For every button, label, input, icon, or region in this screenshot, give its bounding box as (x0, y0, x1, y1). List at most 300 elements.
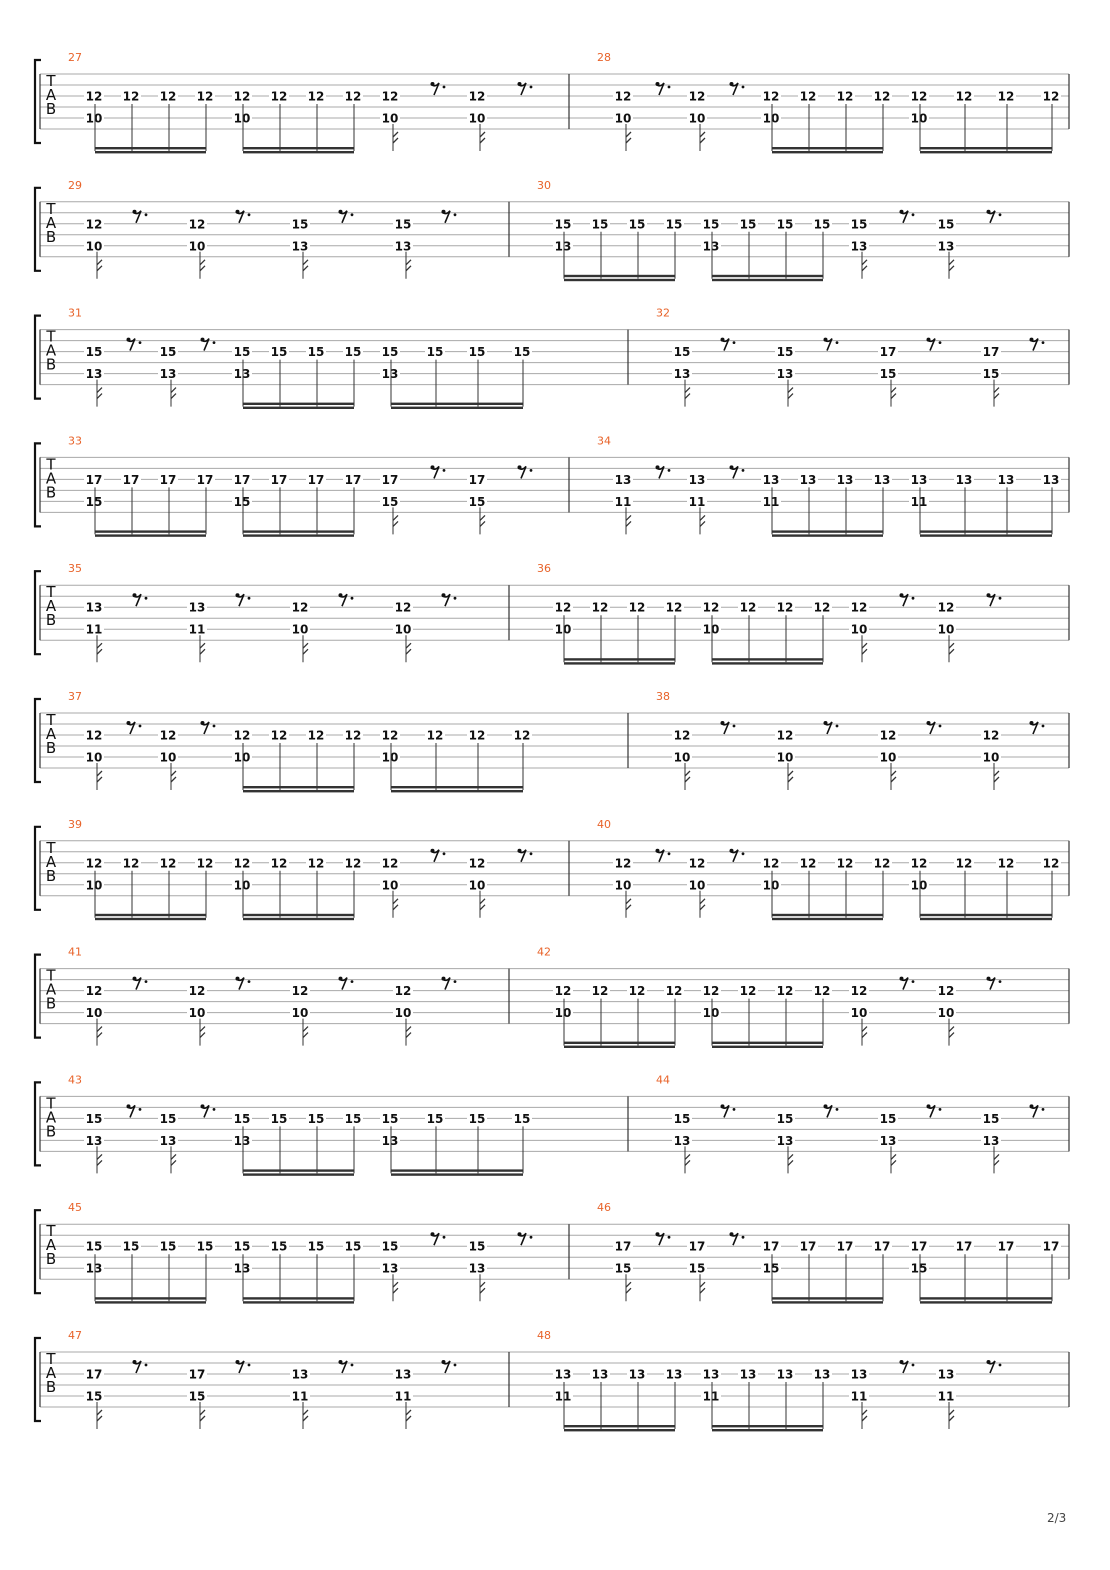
fret-number: 10 (233, 878, 251, 893)
rest-icon (900, 593, 904, 597)
measure-number: 45 (68, 1201, 82, 1215)
fret-number: 15 (468, 1239, 486, 1254)
rest-icon (201, 1104, 205, 1108)
rest-icon (656, 465, 660, 469)
measure-number: 30 (537, 178, 551, 192)
fret-number: 12 (799, 89, 817, 104)
fret-number: 12 (513, 728, 531, 743)
fret-number: 12 (813, 984, 831, 999)
fret-number: 15 (381, 345, 399, 360)
fret-number: 12 (591, 984, 609, 999)
note-flag (949, 1027, 954, 1038)
fret-number: 13 (591, 1367, 609, 1382)
fret-number: 12 (381, 89, 399, 104)
fret-number: 12 (159, 728, 177, 743)
beam (564, 279, 675, 281)
note-flag (891, 1154, 896, 1165)
fret-number: 13 (159, 367, 177, 382)
rest-dot (912, 980, 915, 983)
rest-icon (236, 593, 240, 597)
beam (95, 914, 206, 916)
measure-number: 48 (537, 1329, 551, 1342)
fret-number: 12 (394, 600, 412, 615)
fret-number: 13 (614, 472, 632, 487)
measure-number: 32 (656, 306, 670, 320)
fret-number: 15 (233, 1239, 251, 1254)
note-flag (788, 388, 793, 399)
fret-number: 10 (688, 878, 706, 893)
fret-number: 15 (307, 345, 325, 360)
tab-system (35, 690, 1069, 792)
rest-dot (139, 341, 142, 344)
fret-number: 12 (937, 600, 955, 615)
fret-number: 15 (270, 1111, 288, 1126)
rest-dot (939, 1108, 942, 1111)
tab-clef-letter: T (46, 72, 56, 90)
fret-number: 15 (762, 1261, 780, 1276)
fret-number: 12 (702, 600, 720, 615)
beam (243, 407, 354, 409)
rest-icon (987, 593, 991, 597)
fret-number: 10 (776, 750, 794, 765)
rest-dot (454, 980, 457, 983)
fret-number: 12 (776, 984, 794, 999)
rest-dot (912, 213, 915, 216)
tab-clef-letter: B (45, 1378, 57, 1396)
measure-number: 33 (68, 434, 82, 448)
fret-number: 17 (233, 472, 251, 487)
beam (391, 786, 523, 788)
measure-number: 28 (597, 51, 611, 64)
fret-number: 12 (394, 984, 412, 999)
fret-number: 12 (233, 856, 251, 871)
fret-number: 10 (614, 878, 632, 893)
rest-dot (1042, 1108, 1045, 1111)
note-flag (700, 515, 705, 526)
note-flag (700, 132, 705, 143)
fret-number: 15 (982, 1111, 1000, 1126)
fret-number: 15 (159, 345, 177, 360)
rest-icon (518, 1232, 522, 1236)
fret-number: 15 (85, 1111, 103, 1126)
beam (391, 790, 523, 792)
rest-dot (836, 341, 839, 344)
fret-number: 15 (85, 1389, 103, 1404)
fret-number: 17 (688, 1239, 706, 1254)
note-flag (303, 1027, 308, 1038)
beam (243, 530, 354, 532)
tab-clef-letter: T (46, 199, 56, 218)
tab-clef-letter: T (46, 455, 56, 474)
fret-number: 15 (233, 345, 251, 360)
fret-number: 17 (614, 1239, 632, 1254)
fret-number: 12 (688, 89, 706, 104)
note-flag (685, 388, 690, 399)
fret-number: 10 (982, 750, 1000, 765)
beam (243, 914, 354, 916)
rest-icon (518, 82, 522, 86)
fret-number: 13 (836, 472, 854, 487)
fret-number: 15 (344, 1239, 362, 1254)
fret-number: 15 (591, 217, 609, 232)
fret-number: 12 (85, 984, 103, 999)
beam (243, 1173, 354, 1175)
rest-dot (530, 469, 533, 472)
fret-number: 12 (85, 89, 103, 104)
note-flag (949, 643, 954, 654)
fret-number: 15 (291, 217, 309, 232)
tab-clef-letter: T (46, 838, 56, 857)
rest-dot (443, 1236, 446, 1239)
rest-icon (656, 849, 660, 853)
fret-number: 12 (591, 600, 609, 615)
rest-dot (912, 1364, 915, 1367)
tab-clef-letter: T (46, 966, 56, 985)
fret-number: 12 (122, 89, 140, 104)
fret-number: 12 (468, 728, 486, 743)
fret-number: 13 (233, 367, 251, 382)
rest-icon (201, 338, 205, 342)
fret-number: 12 (1042, 856, 1060, 871)
rest-icon (900, 210, 904, 214)
rest-icon (1030, 338, 1034, 342)
fret-number: 13 (937, 1367, 955, 1382)
fret-number: 11 (291, 1389, 309, 1404)
fret-number: 13 (85, 1261, 103, 1276)
note-flag (994, 1154, 999, 1165)
note-flag (700, 899, 705, 910)
fret-number: 17 (122, 472, 140, 487)
beam (391, 1173, 523, 1175)
fret-number: 10 (468, 878, 486, 893)
fret-number: 10 (85, 239, 103, 254)
fret-number: 17 (762, 1239, 780, 1254)
beam (772, 918, 883, 920)
note-flag (200, 643, 205, 654)
rest-dot (668, 86, 671, 89)
fret-number: 10 (702, 622, 720, 637)
rest-icon (927, 338, 931, 342)
fret-number: 17 (873, 1239, 891, 1254)
fret-number: 10 (762, 878, 780, 893)
fret-number: 13 (233, 1133, 251, 1148)
fret-number: 12 (673, 728, 691, 743)
note-flag (994, 388, 999, 399)
fret-number: 15 (673, 1111, 691, 1126)
measure-number: 42 (537, 945, 551, 959)
beam (391, 407, 523, 409)
fret-number: 12 (159, 89, 177, 104)
beam (920, 534, 1052, 536)
page-number: 2/3 (1047, 1511, 1067, 1525)
note-flag (200, 1027, 205, 1038)
fret-number: 13 (188, 600, 206, 615)
fret-number: 15 (614, 1261, 632, 1276)
fret-number: 17 (879, 345, 897, 360)
tab-clef-letter: B (45, 611, 57, 630)
fret-number: 15 (381, 494, 399, 509)
fret-number: 12 (1042, 89, 1060, 104)
fret-number: 12 (836, 89, 854, 104)
fret-number: 10 (688, 111, 706, 126)
fret-number: 13 (291, 1367, 309, 1382)
rest-dot (139, 725, 142, 728)
measure-number: 34 (597, 434, 611, 448)
measure-number: 44 (656, 1073, 670, 1087)
measure-number: 35 (68, 562, 82, 576)
rest-dot (454, 1364, 457, 1367)
beam (772, 914, 883, 916)
fret-number: 13 (937, 239, 955, 254)
fret-number: 17 (910, 1239, 928, 1254)
fret-number: 15 (554, 217, 572, 232)
fret-number: 10 (554, 622, 572, 637)
note-flag (626, 1282, 631, 1293)
rest-dot (145, 213, 148, 216)
rest-icon (518, 849, 522, 853)
fret-number: 10 (468, 111, 486, 126)
rest-icon (133, 210, 137, 214)
fret-number: 10 (937, 1006, 955, 1021)
fret-number: 13 (673, 1133, 691, 1148)
beam (243, 151, 354, 153)
note-flag (891, 771, 896, 782)
rest-dot (733, 1108, 736, 1111)
tab-system (35, 1073, 1069, 1175)
fret-number: 13 (850, 1367, 868, 1382)
fret-number: 15 (394, 217, 412, 232)
note-flag (862, 643, 867, 654)
beam (712, 1425, 823, 1427)
fret-number: 15 (673, 345, 691, 360)
note-flag (480, 515, 485, 526)
fret-number: 17 (836, 1239, 854, 1254)
tab-clef-letter: A (45, 1364, 57, 1382)
rest-dot (999, 597, 1002, 600)
note-flag (97, 1027, 102, 1038)
fret-number: 10 (850, 622, 868, 637)
rest-icon (127, 721, 131, 725)
fret-number: 12 (982, 728, 1000, 743)
rest-dot (443, 86, 446, 89)
fret-number: 15 (688, 1261, 706, 1276)
rest-icon (730, 849, 734, 853)
fret-number: 12 (426, 728, 444, 743)
rest-icon (987, 1360, 991, 1364)
fret-number: 12 (813, 600, 831, 615)
fret-number: 12 (628, 984, 646, 999)
fret-number: 10 (188, 239, 206, 254)
fret-number: 17 (982, 345, 1000, 360)
fret-number: 13 (554, 239, 572, 254)
note-flag (406, 643, 411, 654)
fret-number: 13 (982, 1133, 1000, 1148)
rest-icon (721, 1104, 725, 1108)
fret-number: 17 (159, 472, 177, 487)
beam (772, 1297, 883, 1299)
fret-number: 15 (196, 1239, 214, 1254)
fret-number: 12 (910, 856, 928, 871)
fret-number: 12 (955, 856, 973, 871)
rest-dot (939, 341, 942, 344)
rest-dot (248, 213, 251, 216)
rest-dot (999, 213, 1002, 216)
beam (95, 151, 206, 153)
fret-number: 12 (159, 856, 177, 871)
fret-number: 15 (513, 345, 531, 360)
fret-number: 12 (554, 600, 572, 615)
beam (564, 1042, 675, 1044)
fret-number: 12 (739, 984, 757, 999)
fret-number: 12 (997, 89, 1015, 104)
fret-number: 13 (910, 472, 928, 487)
fret-number: 17 (955, 1239, 973, 1254)
fret-number: 17 (344, 472, 362, 487)
note-flag (97, 1410, 102, 1421)
fret-number: 12 (344, 728, 362, 743)
note-flag (303, 260, 308, 271)
fret-number: 12 (776, 600, 794, 615)
beam (243, 1297, 354, 1299)
fret-number: 12 (270, 856, 288, 871)
note-flag (97, 388, 102, 399)
rest-icon (518, 465, 522, 469)
fret-number: 15 (468, 494, 486, 509)
fret-number: 15 (879, 367, 897, 382)
note-flag (393, 899, 398, 910)
beam (95, 1301, 206, 1303)
fret-number: 13 (85, 367, 103, 382)
fret-number: 15 (776, 217, 794, 232)
measure-number: 37 (68, 690, 82, 703)
rest-dot (1042, 725, 1045, 728)
tab-system (35, 179, 1069, 281)
fret-number: 15 (426, 1111, 444, 1126)
fret-number: 12 (85, 728, 103, 743)
measure-number: 40 (597, 817, 611, 831)
rest-icon (339, 977, 343, 981)
note-flag (406, 260, 411, 271)
fret-number: 13 (85, 1133, 103, 1148)
rest-dot (742, 86, 745, 89)
rest-dot (351, 1364, 354, 1367)
fret-number: 15 (85, 1239, 103, 1254)
fret-number: 15 (513, 1111, 531, 1126)
fret-number: 13 (702, 239, 720, 254)
rest-dot (351, 980, 354, 983)
fret-number: 13 (628, 1367, 646, 1382)
beam (712, 662, 823, 664)
rest-icon (236, 1360, 240, 1364)
fret-number: 11 (702, 1389, 720, 1404)
note-flag (891, 388, 896, 399)
fret-number: 11 (688, 494, 706, 509)
fret-number: 15 (307, 1239, 325, 1254)
measure-number: 27 (68, 51, 82, 64)
beam (920, 918, 1052, 920)
fret-number: 13 (291, 239, 309, 254)
beam (95, 534, 206, 536)
fret-number: 17 (799, 1239, 817, 1254)
fret-number: 13 (799, 472, 817, 487)
beam (95, 918, 206, 920)
note-flag (393, 132, 398, 143)
fret-number: 10 (910, 878, 928, 893)
tab-clef-letter: B (45, 994, 57, 1013)
fret-number: 13 (394, 239, 412, 254)
tab-system (35, 51, 1069, 153)
tab-system (35, 562, 1069, 664)
tab-system (35, 946, 1069, 1048)
tab-clef-letter: T (46, 327, 56, 346)
rest-dot (1042, 341, 1045, 344)
rest-icon (987, 210, 991, 214)
fret-number: 13 (394, 1367, 412, 1382)
tab-clef-letter: T (46, 1350, 56, 1368)
rest-dot (248, 597, 251, 600)
fret-number: 12 (85, 217, 103, 232)
rest-icon (431, 1232, 435, 1236)
beam (920, 914, 1052, 916)
fret-number: 15 (85, 345, 103, 360)
fret-number: 11 (554, 1389, 572, 1404)
beam (772, 1301, 883, 1303)
fret-number: 12 (307, 728, 325, 743)
tab-clef-letter: A (45, 341, 57, 360)
fret-number: 13 (776, 367, 794, 382)
fret-number: 12 (307, 856, 325, 871)
beam (712, 279, 823, 281)
beam (391, 403, 523, 405)
fret-number: 17 (1042, 1239, 1060, 1254)
fret-number: 13 (381, 367, 399, 382)
rest-icon (824, 721, 828, 725)
fret-number: 10 (937, 622, 955, 637)
fret-number: 13 (1042, 472, 1060, 487)
note-flag (685, 771, 690, 782)
beam (243, 786, 354, 788)
fret-number: 15 (270, 345, 288, 360)
fret-number: 10 (381, 111, 399, 126)
fret-number: 15 (233, 1111, 251, 1126)
rest-dot (530, 86, 533, 89)
measure-number: 36 (537, 562, 551, 576)
fret-number: 17 (270, 472, 288, 487)
beam (712, 1042, 823, 1044)
note-flag (171, 388, 176, 399)
beam (564, 658, 675, 660)
beam (243, 918, 354, 920)
rest-icon (1030, 721, 1034, 725)
rest-icon (824, 1104, 828, 1108)
note-flag (862, 1410, 867, 1421)
tab-clef-letter: A (45, 213, 57, 232)
fret-number: 13 (739, 1367, 757, 1382)
rest-icon (900, 1360, 904, 1364)
note-flag (949, 260, 954, 271)
fret-number: 10 (702, 1006, 720, 1021)
fret-number: 17 (85, 472, 103, 487)
note-flag (393, 1282, 398, 1293)
fret-number: 10 (673, 750, 691, 765)
beam (243, 790, 354, 792)
tab-clef-letter: A (45, 725, 57, 743)
fret-number: 10 (554, 1006, 572, 1021)
beam (564, 1429, 675, 1431)
beam (712, 1046, 823, 1048)
fret-number: 15 (813, 217, 831, 232)
measure-number: 39 (68, 817, 82, 831)
